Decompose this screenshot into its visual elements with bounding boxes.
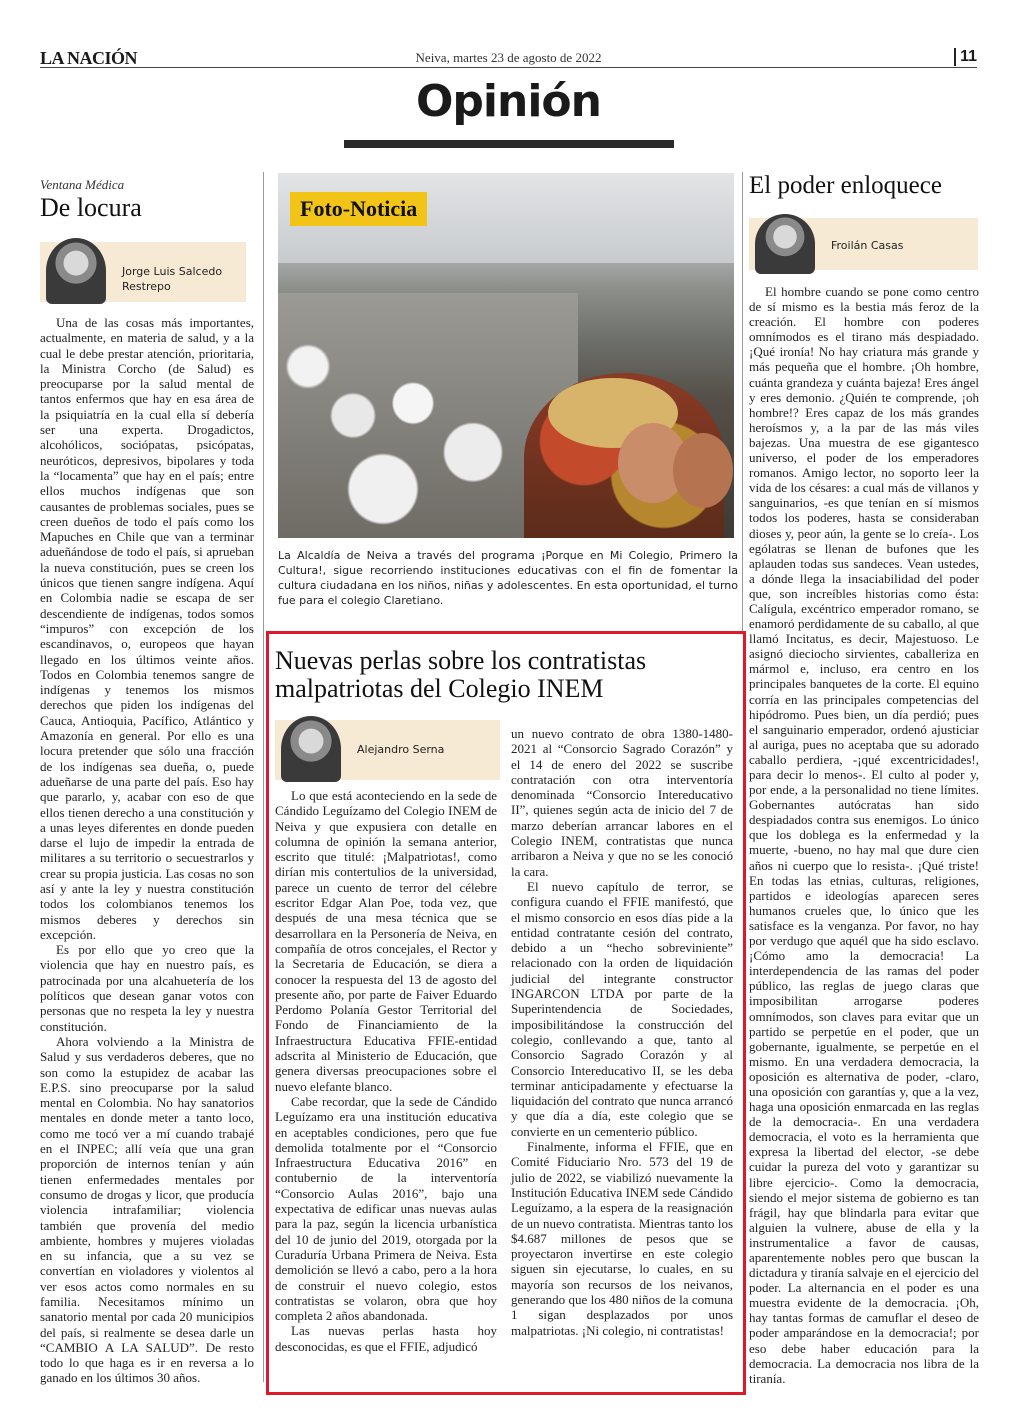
author-name: Jorge Luis Salcedo Restrepo bbox=[122, 265, 223, 293]
photo-caption: La Alcaldía de Neiva a través del programa ¡Porque en Mi Colegio, Primero la Cultura!, sigue recorriendo instituciones educativas con el fin de fomentar la cultura ciudadana en los niños, niñas y adolescentes. En esta oportunidad, el turno fue para el colegio Claretiano. bbox=[278, 549, 738, 607]
paragraph: Cabe recordar, que la sede de Cándido Leguízamo era una institución educativa en aceptables condiciones, pero que fue demolida totalmente por el “Consorcio Infraestructura Educativa 2016” en contubernio de la interventoría “Consorcio Aulas 2016”, bajo una expectativa de edificar unas nuevas aulas para la paz, según la licencia urbanística del 10 de junio del 2019, otorgada por la Curaduría Urbana Primera de Neiva. Esta demolición se llevó a cabo, pero a la hora de construir el nuevo colegio, estos contratistas se volaron, obra que hoy completa 2 años abandonada. bbox=[275, 1093, 497, 1324]
left-article-body bbox=[40, 315, 254, 1386]
news-photo bbox=[278, 173, 734, 538]
column-divider-right bbox=[742, 172, 743, 632]
author-avatar bbox=[755, 214, 815, 274]
center-article-title: Nuevas perlas sobre los contratistas malpatriotas del Colegio INEM bbox=[275, 646, 647, 703]
author-name: Alejandro Serna bbox=[357, 743, 445, 756]
right-article-body bbox=[749, 284, 979, 1386]
issue-date: Neiva, martes 23 de agosto de 2022 bbox=[415, 50, 602, 65]
paragraph: El hombre cuando se pone como centro de sí mismo es la bestia más feroz de la creación. El hombre con poderes omnímodos es el tirano más despiadado. ¡Qué ironía! No hay criatura más grande y más pequeña que el hombre. ¡Oh hombre, cuánta grandeza y cuánta bajeza! Eres ángel y eres demonio. ¿Quién te comprende, ¡oh hombre!? Eres capaz de los más grandes heroísmos y, a la par de las más viles bajezas. Una muestra de ese gigantesco universo, el poder de los emperadores romanos. Amigo lector, no soporto leer la vida de los césares: a cual más de villanos y sanguinarios, -es que tenían en sí mismos todos los poderes, hasta se consideraban dioses y, peor aún, la gente se lo creía-. Los ególatras se llenan de bufones que les aplauden todas sus sandeces. Vean ustedes, a dónde llega la insaciabilidad del poder que, son increíbles historias como ésta: Calígula, excéntrico emperador romano, se enamoró perdidamente de su caballo, al que llamó Incitatus, es decir, Majestuoso. Le asignó dieciocho sirvientes, caballeriza en mármol e, incluso, era centro en los principales banquetes de la corte. El equino corría en las principales competencias del hipódromo. Pues bien, un día perdió; pues el sanguinario emperador, ordenó ajusticiar al auriga, pues no aceptaba que su adorado caballo perdiera, -¡qué excentricidades!, para decir lo menos-. El culto al poder y, por ende, a la personalidad no tiene límites. Gobernantes autócratas han sido despiadados contra sus enemigos. Lo único que los doblega es la enfermedad y la muerte, -bueno, no hay mal que dure cien años ni cuerpo que lo resista-. ¡Qué triste! En todas las etnias, culturas, religiones, partidos e ideologías aparecen seres humanos crueles que, lo único que les satisface es la venganza. Por favor, no hay por verdugo que aquél que ha sido esclavo. ¡Cómo amo la democracia! La interdependencia de las ramas del poder público, las reglas de juego claras que imposibilitan arrogarse poderes omnímodos, son claves para evitar que un partido se perpetúe en el poder, que un gobernante, igualmente, se perpetúe en el mismo. En una verdadera democracia, la oposición es alternativa de poder, -claro, una oposición con garantías y, que a la vez, haga una oposición enmarcada en las reglas de la democracia-. En una verdadera democracia, el voto es la herramienta que expresa la libertad del elector, -se debe cuidar la pureza del voto y garantizar su libre ejercicio-. Como la democracia, siendo el mejor sistema de gobierno es tan frágil, hay que blindarla para evitar que alguien la vulnere, abuse de ella y la instrumentalice a favor de causas, aparentemente nobles pero que buscan la dictadura y tiranía salvaje en el ejercicio del poder. La alternancia en el poder es una muestra evidente de la democracia. ¡Oh, hay tantas formas de camuflar el deseo de poder amparándose en la democracia!; por eso debe haber educación para la democracia. La democracia nos libra de la tiranía. bbox=[749, 284, 979, 1386]
paragraph: un nuevo contrato de obra 1380-1480-2021 al “Consorcio Sagrado Corazón” y el 14 de enero del 2022 se suscribe contratación con otra interventoría denominada “Consorcio Intereducativo II”, quienes según acta de inicio del 7 de marzo deberían arrancar labores en el Colegio INEM, contratistas que nunca arribaron a Neiva y que no se les conoció la cara. bbox=[511, 726, 733, 879]
paragraph: Una de las cosas más importantes, actualmente, en materia de salud, y a la cual le debe prestar atención, prioritaria, la Ministra Corcho (de Salud) es preocuparse por la salud mental de tantos enfermos que hay en esa área de la psiquiatría en la cual ella sí debería ser una experta. Drogadictos, alcohólicos, sociópatas, psicópatas, neuróticos, depresivos, bipolares y toda la “locamenta” que hay en el país; entre ellos muchos indígenas que son causantes de problemas sociales, pues se creen dueños de todo el país como los Mapuches en Chile que van a terminar adueñándose de todo el país, si aprueban la nueva constitución, pues se creen los únicos que tienen sangre indígena. Aquí en Colombia nadie se escapa de ser descendiente de indígenas, todos somos “impuros” con excepción de los escandinavos, o, europeos que hayan llegado en los últimos veinte años. Todos en Colombia tenemos sangre de indígenas y tenemos los mismos derechos que piden los indígenas del Cauca, Antioquia, Pacífico, Atlántico y Amazonía en general. Por ello es una locura pretender que sólo una fracción de los indígenas sea dueña, o, puede adueñarse de una parte del país. Eso hay que pararlo, y, acabar con eso de que ellos tienen derecho a una constitución y a unas leyes diferentes en donde pueden darse el lujo de impedir la entrada de militares a su territorio o secuestrarlos y crear su propia justicia. Las cosas no son así y ante la ley y nuestra constitución todos los colombianos tenemos los mismos deberes y derechos sin excepción. bbox=[40, 315, 254, 942]
paragraph: Ahora volviendo a la Ministra de Salud y sus verdaderos deberes, que no son como la estupidez de acabar las E.P.S. sino preocuparse por la salud mental en Colombia. No hay sanatorios mentales en donde meter a tanto loco, como me tocó ver a mí cuando trabajé en el INPEC; allí veía que una gran proporción de internos tenían y aún tienen enfermedades mentales por consumo de drogas y licor, que producía violencia intrafamiliar; violencia también que provenía del medio ambiente, hombres y mujeres violadas en su infancia, que a su vez se convertían en violadores y violentos al ver esos actos como normales en su familia. Necesitamos mínimo un sanatorio mental por cada 20 municipios del país, si realmente se desea darle un “CAMBIO A LA SALUD”. De resto todo lo que haga es ir en reversa a lo ganado en los últimos 30 años. bbox=[40, 1033, 254, 1386]
column-divider-left bbox=[263, 172, 264, 1382]
column-kicker: Ventana Médica bbox=[40, 177, 125, 192]
right-article-title: El poder enloquece bbox=[749, 172, 942, 199]
left-article-title: De locura bbox=[40, 193, 142, 222]
paragraph: Es por ello que yo creo que la violencia que hay en nuestro país, es patrocinada por una alcahuetería de los políticos que desean ganar votos con personas que no respeta la ley y nuestra constitución. bbox=[40, 942, 254, 1034]
section-bar bbox=[344, 140, 674, 148]
right-article-byline bbox=[749, 218, 978, 270]
page-number: 11 bbox=[954, 48, 977, 66]
paragraph: Las nuevas perlas hasta hoy desconocidas, es que el FFIE, adjudicó bbox=[275, 1323, 497, 1354]
photo-tag: Foto-Noticia bbox=[290, 192, 427, 226]
paragraph: El nuevo capítulo de terror, se configura cuando el FFIE manifestó, que el mismo consorcio en esos días pide a la entidad contratante cesión del contrato, debido a un “hecho sobreviniente” relacionado con la orden de liquidación judicial del integrante constructor INGARCON LTDA por parte de la Superintendencia de Sociedades, imposibilitándose la construcción del colegio, conllevando a que, tanto al Consorcio Sagrado Corazón y al Consorcio Intereducativo II, se les deba terminar anticipadamente y efectuarse la liquidación del contrato que nunca arrancó y que día a día, este colegio que se convierte en un cementerio público. bbox=[511, 878, 733, 1139]
section-title: Opinión bbox=[416, 76, 601, 127]
author-avatar bbox=[46, 238, 106, 304]
paragraph: Finalmente, informa el FFIE, que en Comité Fiduciario Nro. 573 del 19 de julio de 2022, se viabilizó nuevamente la Institución Educativa INEM sede Cándido Leguízamo, a la espera de la reasignación de un nuevo contratista. Mientras tanto los $4.687 millones de pesos que se proyectaron invertirse en este colegio siguen sin ejecutarse, lo cuales, en su mayoría son recursos de los neivanos, generando que los 480 niños de la comuna 1 sigan desplazados por unos malpatriotas. ¡Ni colegio, ni contratistas! bbox=[511, 1139, 733, 1338]
photo-face bbox=[673, 433, 733, 508]
masthead-rule bbox=[40, 67, 977, 68]
left-article-byline bbox=[40, 242, 246, 302]
paragraph: Lo que está aconteciendo en la sede de Cándido Leguízamo del Colegio INEM de Neiva y que expusiera con detalle en columna de opinión la semana anterior, escrito que titulé: ¡Malpatriotas!, como dirían mis contertulios de la universidad, parece un cuento de terror del célebre escritor Edgar Alan Poe, toda vez, que después de una mesa técnica que se desarrollara en la Personería de Neiva, en compañía de otros concejales, el Rector y la Secretaria de Educación, se diera a conocer la respuesta del 13 de agosto del presente año, por parte de Faiver Eduardo Perdomo Polanía Gestor Territorial del Fondo de Financiamiento de la Infraestructura Educativa FFIE-entidad adscrita al Ministerio de Educación, que genera diversas preocupaciones sobre el nuevo elefante blanco. bbox=[275, 788, 497, 1094]
newspaper-logo: LA NACIÓN bbox=[40, 48, 138, 68]
author-name: Froilán Casas bbox=[831, 239, 904, 252]
highlight-box bbox=[266, 631, 746, 1395]
